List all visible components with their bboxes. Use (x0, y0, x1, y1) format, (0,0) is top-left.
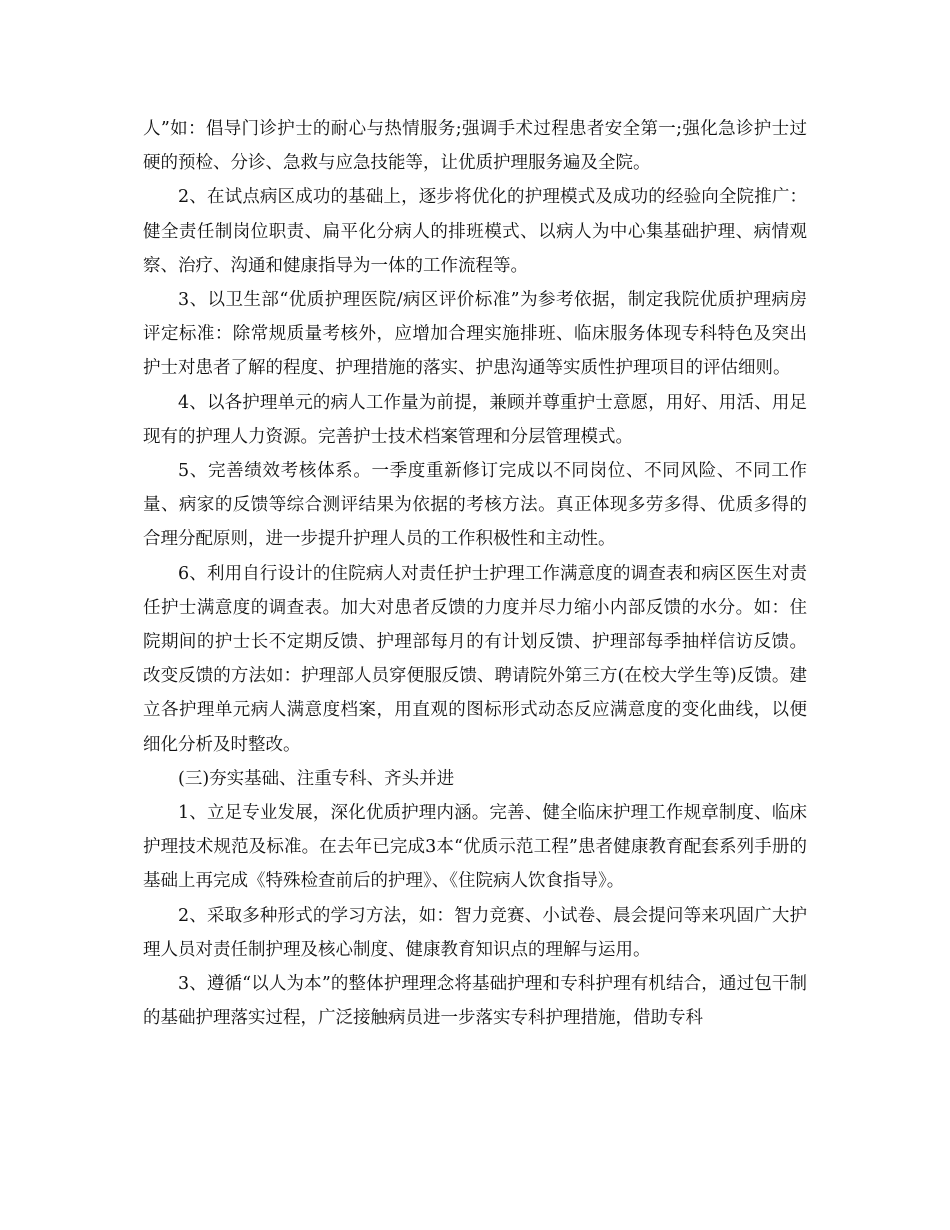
paragraph-item-3: 3、以卫生部“优质护理医院/病区评价标准”为参考依据，制定我院优质护理病房评定标准：除常规质量考核外，应增加合理实施排班、临床服务体现专科特色及突出护士对患者了解的程度、护理措施的落实、护患沟通等实质性护理项目的评估细则。 (143, 290, 807, 379)
paragraph-item-1: 1、立足专业发展，深化优质护理内涵。完善、健全临床护理工作规章制度、临床护理技术规范及标准。在去年已完成3本“优质示范工程”患者健康教育配套系列手册的基础上再完成《特殊检查前后的护理》、《住院病人饮食指导》。 (143, 803, 807, 892)
paragraph-item-3b: 3、遵循“以人为本”的整体护理理念将基础护理和专科护理有机结合，通过包干制的基础护理落实过程，广泛接触病员进一步落实专科护理措施，借助专科 (143, 974, 807, 1029)
section-heading: (三)夯实基础、注重专科、齐头并进 (178, 768, 455, 789)
paragraph-continuation: 人”如：倡导门诊护士的耐心与热情服务;强调手术过程患者安全第一;强化急诊护士过硬的预检、分诊、急救与应急技能等，让优质护理服务遍及全院。 (143, 119, 807, 174)
paragraph-item-4: 4、以各护理单元的病人工作量为前提，兼顾并尊重护士意愿，用好、用活、用足现有的护理人力资源。完善护士技术档案管理和分层管理模式。 (143, 392, 807, 447)
paragraph-item-6: 6、利用自行设计的住院病人对责任护士护理工作满意度的调查表和病区医生对责任护士满意度的调查表。加大对患者反馈的力度并尽力缩小内部反馈的水分。如：住院期间的护士长不定期反馈、护理部每月的有计划反馈、护理部每季抽样信访反馈。改变反馈的方法如：护理部人员穿便服反馈、聘请院外第三方(在校大学生等)反馈。建立各护理单元病人满意度档案，用直观的图标形式动态反应满意度的变化曲线，以便细化分析及时整改。 (143, 563, 807, 755)
paragraph-item-2b: 2、采取多种形式的学习方法，如：智力竞赛、小试卷、晨会提问等来巩固广大护理人员对责任制护理及核心制度、健康教育知识点的理解与运用。 (143, 905, 807, 960)
document-body (143, 112, 807, 1035)
paragraph-item-2: 2、在试点病区成功的基础上，逐步将优化的护理模式及成功的经验向全院推广：健全责任制岗位职责、扁平化分病人的排班模式、以病人为中心集基础护理、病情观察、治疗、沟通和健康指导为一体的工作流程等。 (143, 187, 807, 276)
paragraph-item-5: 5、完善绩效考核体系。一季度重新修订完成以不同岗位、不同风险、不同工作量、病家的反馈等综合测评结果为依据的考核方法。真正体现多劳多得、优质多得的合理分配原则，进一步提升护理人员的工作积极性和主动性。 (143, 461, 807, 550)
